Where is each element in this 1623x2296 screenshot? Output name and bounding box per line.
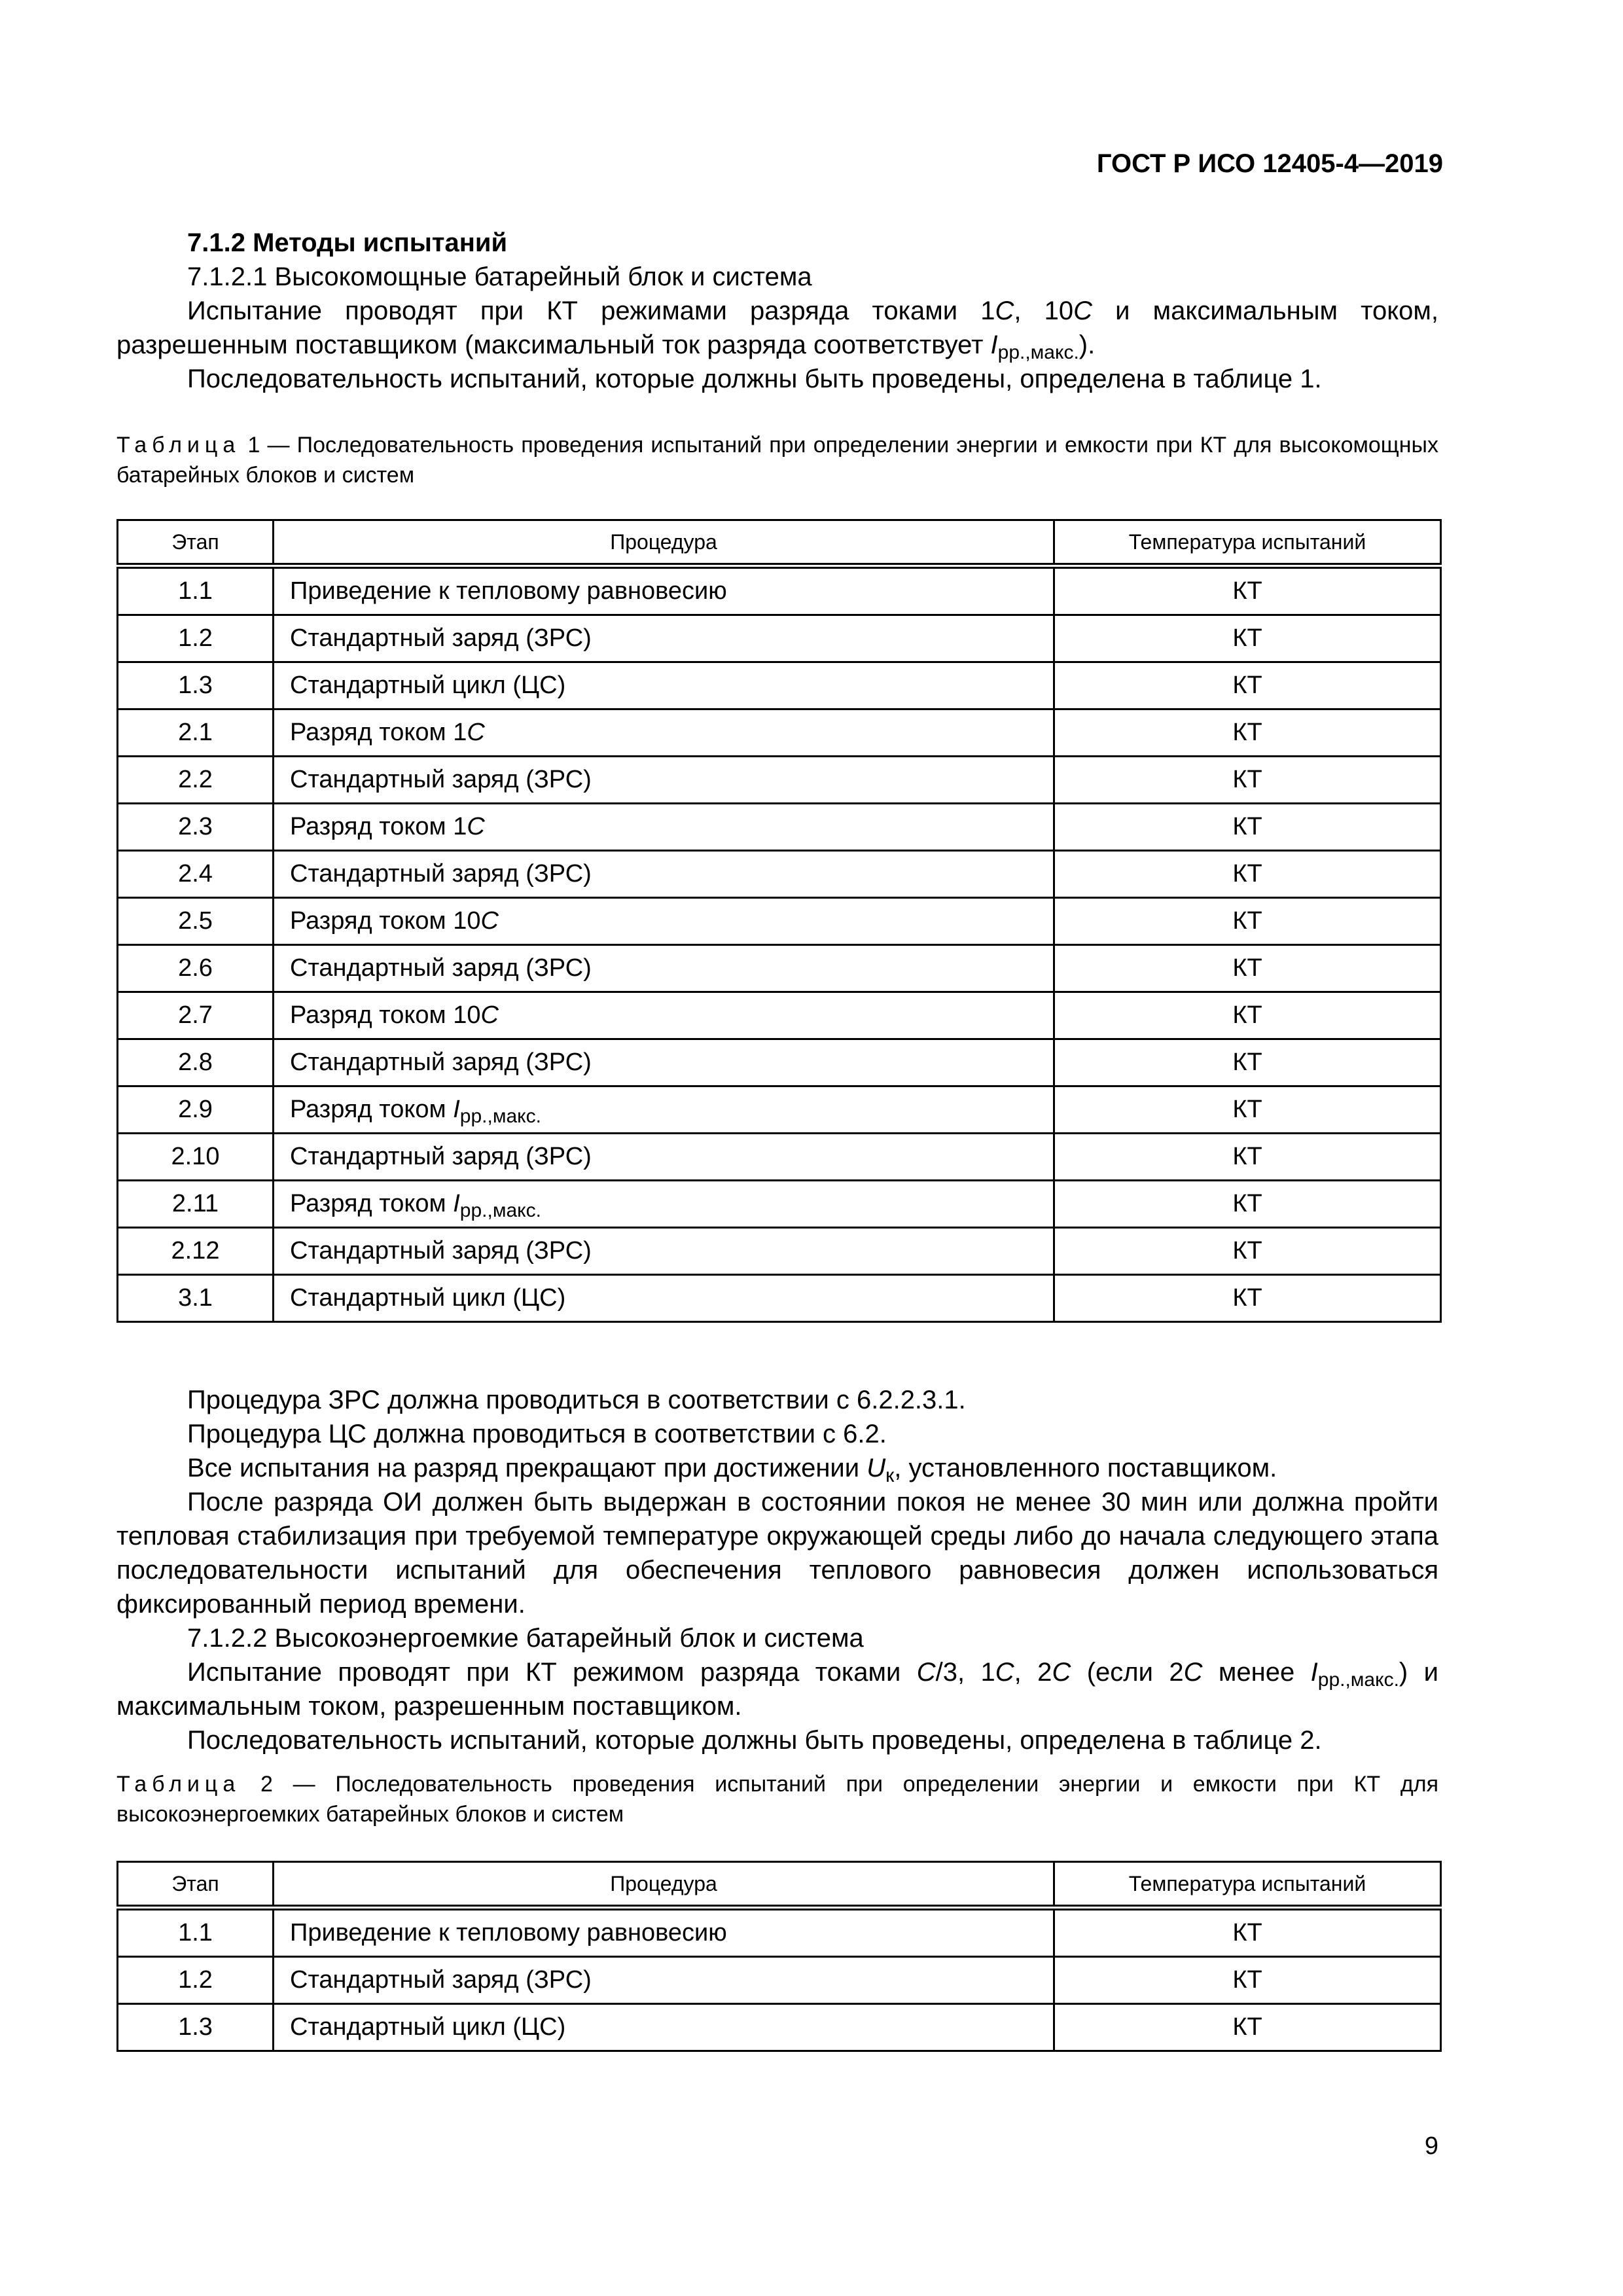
cell-temperature: КТ — [1054, 1275, 1441, 1322]
cell-procedure: Приведение к тепловому равновесию — [274, 566, 1054, 615]
paragraph-discharge-stop: Все испытания на разряд прекращают при достижении $U_к$, установленного поставщиком. — [187, 1454, 1277, 1486]
table2-caption: Таблица 2 — Последовательность проведения испытаний при определении энергии и емкости при КТ для высокоэнергоемких батарейных блоков и систем — [116, 1772, 1438, 1827]
cell-procedure: Стандартный заряд (ЗРС) — [274, 851, 1054, 898]
cell-temperature: КТ — [1054, 898, 1441, 945]
cell-temperature: КТ — [1054, 1908, 1441, 1957]
cell-step: 2.1 — [118, 709, 274, 757]
cell-step: 1.1 — [118, 566, 274, 615]
cell-temperature: КТ — [1054, 757, 1441, 804]
paragraph-test-conditions-2: Испытание проводят при КТ режимом разряда токами C/3, 1C, 2C (если 2C менее $I_{рр.,макс.}$) и максимальным током, разрешенным поставщиком. — [116, 1658, 1438, 1721]
table-row — [118, 1134, 1441, 1181]
table-row — [118, 615, 1441, 662]
cell-temperature: КТ — [1054, 804, 1441, 851]
cell-step: 1.3 — [118, 662, 274, 709]
table-row — [118, 566, 1441, 615]
cell-step: 2.11 — [118, 1181, 274, 1228]
table-row — [118, 1275, 1441, 1322]
table-row — [118, 992, 1441, 1039]
cell-temperature: КТ — [1054, 566, 1441, 615]
section-7-1-2 — [116, 226, 1438, 396]
cell-procedure: Стандартный заряд (ЗРС) — [274, 945, 1054, 992]
table-row — [118, 804, 1441, 851]
cell-step: 1.3 — [118, 2004, 274, 2051]
cell-procedure: Стандартный заряд (ЗРС) — [274, 757, 1054, 804]
paragraph-zrs: Процедура ЗРС должна проводиться в соответствии с 6.2.2.3.1. — [187, 1386, 966, 1414]
table-header-row — [118, 520, 1441, 566]
table-2 — [116, 1861, 1442, 2052]
table-1 — [116, 519, 1442, 1323]
cell-procedure: Стандартный заряд (ЗРС) — [274, 1228, 1054, 1275]
col-header-step: Этап — [118, 520, 274, 566]
cell-temperature: КТ — [1054, 709, 1441, 757]
table-row — [118, 945, 1441, 992]
cell-procedure: Разряд током 1C — [274, 804, 1054, 851]
col-header-temperature: Температура испытаний — [1054, 520, 1441, 566]
cell-temperature: КТ — [1054, 945, 1441, 992]
cell-procedure: Стандартный заряд (ЗРС) — [274, 1039, 1054, 1086]
col-header-procedure: Процедура — [274, 1862, 1054, 1908]
col-header-temperature: Температура испытаний — [1054, 1862, 1441, 1908]
cell-procedure: Стандартный заряд (ЗРС) — [274, 615, 1054, 662]
cell-step: 2.4 — [118, 851, 274, 898]
cell-temperature: КТ — [1054, 615, 1441, 662]
cell-step: 2.6 — [118, 945, 274, 992]
cell-temperature: КТ — [1054, 2004, 1441, 2051]
standard-header: ГОСТ Р ИСО 12405-4—2019 — [1096, 149, 1443, 178]
cell-step: 2.2 — [118, 757, 274, 804]
cell-procedure: Стандартный цикл (ЦС) — [274, 662, 1054, 709]
cell-step: 1.1 — [118, 1908, 274, 1957]
cell-procedure: Стандартный заряд (ЗРС) — [274, 1134, 1054, 1181]
cell-step: 2.3 — [118, 804, 274, 851]
cell-step: 1.2 — [118, 615, 274, 662]
cell-step: 2.5 — [118, 898, 274, 945]
cell-temperature: КТ — [1054, 1086, 1441, 1134]
table-row — [118, 1181, 1441, 1228]
col-header-step: Этап — [118, 1862, 274, 1908]
cell-procedure: Стандартный цикл (ЦС) — [274, 1275, 1054, 1322]
table-row — [118, 1957, 1441, 2004]
cell-step: 2.9 — [118, 1086, 274, 1134]
cell-temperature: КТ — [1054, 992, 1441, 1039]
cell-temperature: КТ — [1054, 851, 1441, 898]
cell-temperature: КТ — [1054, 1039, 1441, 1086]
paragraph-cs: Процедура ЦС должна проводиться в соответствии с 6.2. — [187, 1420, 887, 1448]
cell-procedure: Приведение к тепловому равновесию — [274, 1908, 1054, 1957]
table-row — [118, 662, 1441, 709]
table-row — [118, 1086, 1441, 1134]
table1-caption: Таблица 1 — Последовательность проведения испытаний при определении энергии и емкости при КТ для высокомощных батарейных блоков и систем — [116, 433, 1438, 488]
subsection-7-1-2-2: 7.1.2.2 Высокоэнергоемкие батарейный блок и система — [187, 1624, 864, 1653]
table-row — [118, 1039, 1441, 1086]
cell-procedure: Разряд током 10C — [274, 898, 1054, 945]
cell-procedure: Стандартный цикл (ЦС) — [274, 2004, 1054, 2051]
cell-step: 2.10 — [118, 1134, 274, 1181]
table-row — [118, 1908, 1441, 1957]
cell-procedure: Разряд током 10C — [274, 992, 1054, 1039]
subsection-7-1-2-1: 7.1.2.1 Высокомощные батарейный блок и система — [187, 262, 812, 291]
section-heading: 7.1.2 Методы испытаний — [187, 228, 508, 257]
after-table1-text — [116, 1383, 1438, 1757]
table-row — [118, 757, 1441, 804]
cell-step: 2.12 — [118, 1228, 274, 1275]
cell-procedure: Стандартный заряд (ЗРС) — [274, 1957, 1054, 2004]
paragraph-sequence-ref-2: Последовательность испытаний, которые должны быть проведены, определена в таблице 2. — [187, 1726, 1322, 1755]
cell-step: 2.8 — [118, 1039, 274, 1086]
cell-procedure: Разряд током $I_{рр.,макс.}$ — [274, 1086, 1054, 1134]
cell-step: 1.2 — [118, 1957, 274, 2004]
cell-procedure: Разряд током 1C — [274, 709, 1054, 757]
col-header-procedure: Процедура — [274, 520, 1054, 566]
table-row — [118, 851, 1441, 898]
cell-procedure: Разряд током $I_{рр.,макс.}$ — [274, 1181, 1054, 1228]
cell-temperature: КТ — [1054, 1134, 1441, 1181]
cell-temperature: КТ — [1054, 1228, 1441, 1275]
cell-temperature: КТ — [1054, 1181, 1441, 1228]
paragraph-sequence-ref: Последовательность испытаний, которые должны быть проведены, определена в таблице 1. — [187, 365, 1322, 393]
table-row — [118, 709, 1441, 757]
table-row — [118, 2004, 1441, 2051]
cell-step: 2.7 — [118, 992, 274, 1039]
paragraph-rest: После разряда ОИ должен быть выдержан в состоянии покоя не менее 30 мин или должна пройти тепловая стабилизация при требуемой температуре окружающей среды либо до начала следующего этапа последовательности испытаний для обеспечения теплового равновесия должен использоваться фиксированный период времени. — [116, 1488, 1438, 1619]
table-row — [118, 1228, 1441, 1275]
paragraph-test-conditions: Испытание проводят при КТ режимами разряда токами 1C, 10C и максимальным током, разрешенным поставщиком (максимальный ток разряда соответствует $I_{рр.,макс.}$). — [116, 296, 1439, 363]
cell-step: 3.1 — [118, 1275, 274, 1322]
cell-temperature: КТ — [1054, 1957, 1441, 2004]
cell-temperature: КТ — [1054, 662, 1441, 709]
page-number: 9 — [1424, 2132, 1438, 2160]
table-row — [118, 898, 1441, 945]
table-header-row — [118, 1862, 1441, 1908]
